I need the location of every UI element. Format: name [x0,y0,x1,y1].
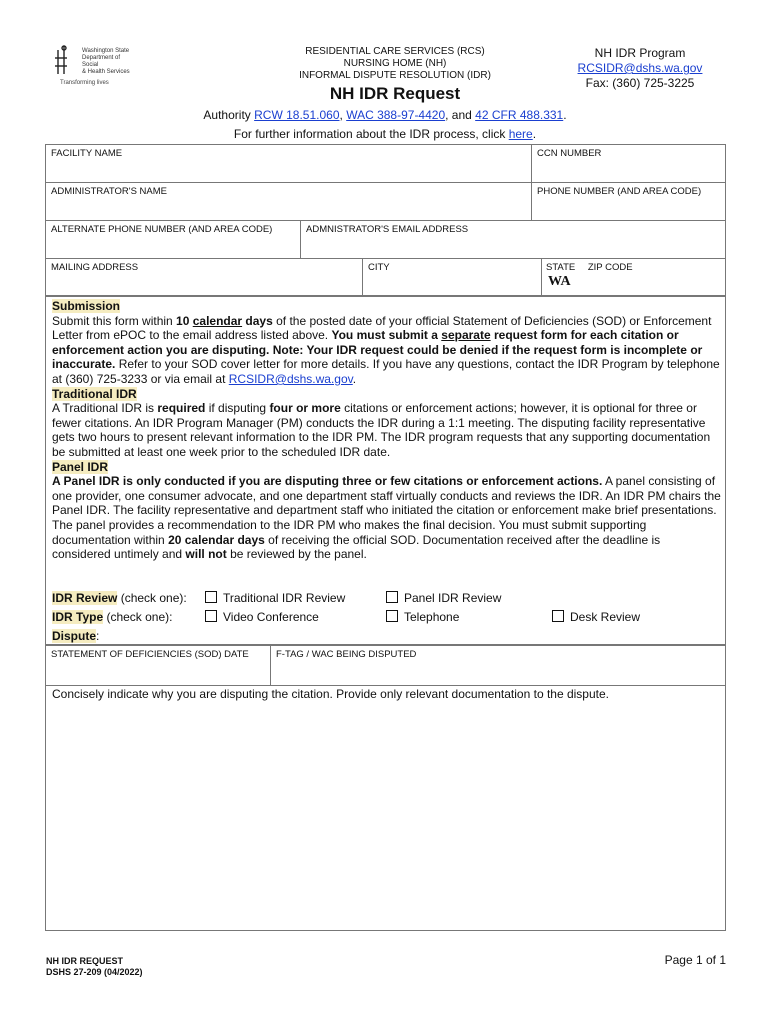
submission-heading: Submission [52,299,121,313]
traditional-text: A Traditional IDR is required if disputing four or more citations or enforcement actions; however, it is optional for three or fewer citations. An IDR Program Manager (PM) conducts the IDR during a 1:1 meeting. The disputing facility representative gets two hours to present relevant information to the IDR PM. The IDR program requests that any supporting documentation be submitted at least one week prior to the scheduled IDR date. [52,401,711,459]
panel-heading: Panel IDR [52,459,109,474]
traditional-review-option[interactable]: Traditional IDR Review [205,591,345,605]
facility-name-label: FACILITY NAME [51,148,123,159]
agency-heading [240,46,550,82]
state-label: STATE [546,262,576,273]
wac-link[interactable]: WAC 388-97-4420 [346,108,446,122]
mailing-address-field[interactable] [45,258,363,297]
ftag-label: F-TAG / WAC BEING DISPUTED [276,649,417,660]
program-fax: Fax: (360) 725-3225 [585,76,695,90]
facility-name-field[interactable] [45,144,532,183]
alternate-phone-label: ALTERNATE PHONE NUMBER (AND AREA CODE) [51,224,273,235]
telephone-checkbox[interactable] [386,610,398,622]
state-value: WA [548,274,571,289]
phone-number-field[interactable] [531,182,726,221]
further-info-text: For further information about the IDR process, click [233,127,509,141]
dispute-textarea[interactable] [45,685,726,931]
administrator-name-field[interactable] [45,182,532,221]
ccn-number-label: CCN NUMBER [537,148,602,159]
city-field[interactable] [362,258,542,297]
desk-review-checkbox[interactable] [552,610,564,622]
submission-email-link[interactable]: RCSIDR@dshs.wa.gov [228,371,353,386]
admin-email-field[interactable] [300,220,726,259]
desk-review-option[interactable]: Desk Review [552,610,640,624]
idr-type-label: IDR Type (check one): [52,610,173,624]
panel-review-checkbox[interactable] [386,591,398,603]
authority-end: . [563,108,567,122]
panel-text: A Panel IDR is only conducted if you are disputing three or few citations or enforcement actions. A panel consisting of one provider, one consumer advocate, and one department staff virtually conducts and reviews the IDR. An IDR PM chairs the Panel IDR. The facility representative and department staff who initiated the citation or enforcement make brief presentations. The panel provides a recommendation to the IDR PM who makes the final decision. You must submit supporting documentation within 20 calendar days of receiving the official SOD. Documentation received after the deadline is considered untimely and will not be reviewed by the panel. [52,474,721,562]
authority-sep: , [339,108,347,122]
traditional-review-checkbox[interactable] [205,591,217,603]
form-title: NH IDR Request [329,84,461,103]
phone-number-label: PHONE NUMBER (AND AREA CODE) [537,186,702,197]
traditional-heading: Traditional IDR [52,386,137,401]
submission-text: Submit this form within 10 calendar days of the posted date of your official Statement of Deficiencies (SOD) or Enforcement Letter from ePOC to the email address listed above. You must submit a separate request form for each citation or enforcement action you are disputing. Note: Your IDR request could be denied if the request form is incomplete or inaccurate. Refer to your SOD cover letter for more details. If you have any questions, contact the IDR Program by telephone at (360) 725-3233 or via email at RCSIDR@dshs.wa.gov. [52,313,720,386]
cfr-link[interactable]: 42 CFR 488.331 [475,108,564,122]
program-name: NH IDR Program [594,46,686,60]
state-zip-field[interactable] [541,258,726,297]
program-email-link[interactable]: RCSIDR@dshs.wa.gov [577,61,703,75]
telephone-option[interactable]: Telephone [386,610,459,624]
ccn-number-field[interactable] [531,144,726,183]
further-info-link[interactable]: here [508,127,533,141]
rcw-link[interactable]: RCW 18.51.060 [254,108,340,122]
agency-line: INFORMAL DISPUTE RESOLUTION (IDR) [299,70,491,81]
footer-form-name: NH IDR REQUEST [46,956,124,966]
alternate-phone-field[interactable] [45,220,301,259]
logo-text-line: Department of Social [82,55,121,68]
administrator-name-label: ADMINISTRATOR'S NAME [51,186,167,197]
admin-email-label: ADMNISTRATOR'S EMAIL ADDRESS [306,224,469,235]
logo-text-line: Washington State [82,48,130,54]
further-info-line [0,127,770,141]
agency-line: RESIDENTIAL CARE SERVICES (RCS) [305,46,485,57]
idr-review-label: IDR Review (check one): [52,591,187,605]
submission-section [52,299,722,562]
page-number: Page 1 of 1 [664,953,726,967]
panel-review-option[interactable]: Panel IDR Review [386,591,501,605]
footer-form-number: DSHS 27-209 (04/2022) [46,967,143,977]
zip-label: ZIP CODE [587,262,633,273]
dispute-label: Dispute: [52,629,100,643]
authority-prefix: Authority [203,108,255,122]
mailing-address-label: MAILING ADDRESS [51,262,139,273]
agency-line: NURSING HOME (NH) [343,58,447,69]
authority-line [0,108,770,122]
logo-text-line: & Health Services [82,69,130,75]
dispute-prompt: Concisely indicate why you are disputing the citation. Provide only relevant documentation to the dispute. [52,687,609,701]
further-info-end: . [532,127,537,141]
sod-date-field[interactable] [45,645,271,686]
ftag-field[interactable] [270,645,726,686]
logo-tagline: Transforming lives [60,80,109,86]
video-conference-option[interactable]: Video Conference [205,610,319,624]
city-label: CITY [368,262,390,273]
video-conference-checkbox[interactable] [205,610,217,622]
sod-date-label: STATEMENT OF DEFICIENCIES (SOD) DATE [51,649,249,660]
authority-sep: , and [445,108,476,122]
form-footer [46,956,143,978]
program-contact [560,46,720,91]
